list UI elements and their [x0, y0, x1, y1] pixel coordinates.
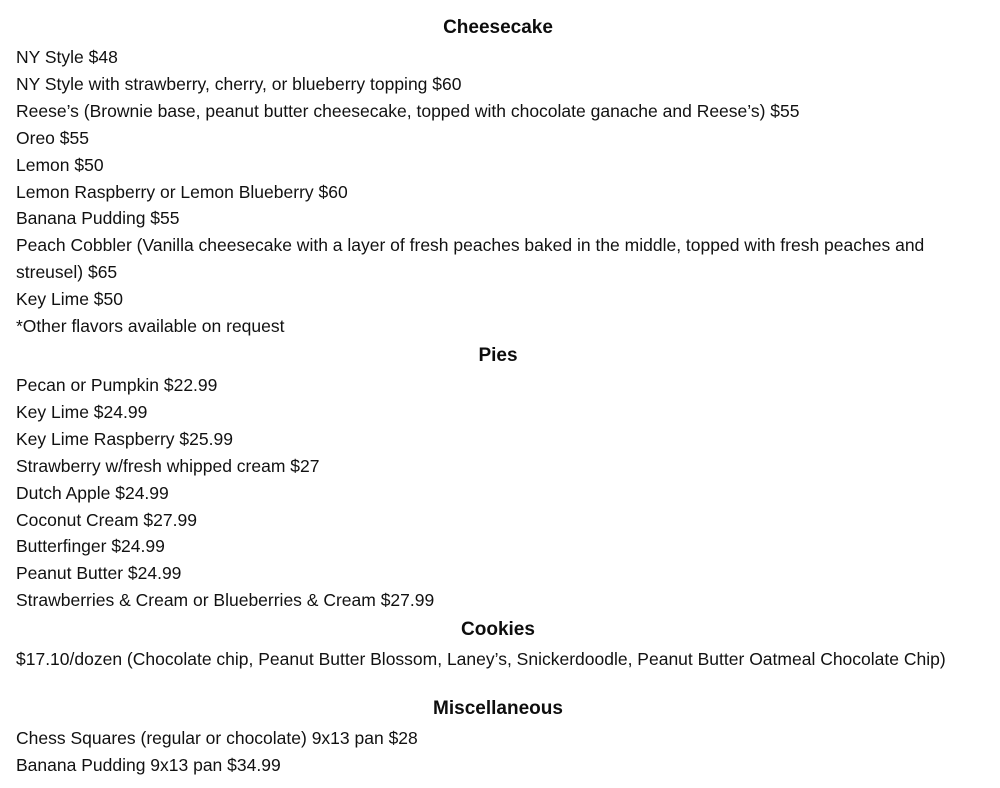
menu-item: Coconut Cream $27.99: [16, 509, 197, 530]
menu-item: NY Style $48: [16, 47, 118, 67]
menu-item: Peanut Butter $24.99: [16, 563, 182, 584]
menu-item-note: *Other flavors available on request: [16, 316, 285, 337]
menu-item: Strawberry w/fresh whipped cream $27: [16, 455, 320, 476]
section-heading-miscellaneous: Miscellaneous: [433, 698, 563, 720]
menu-item: Lemon $50: [16, 154, 104, 175]
section-heading-cheesecake: Cheesecake: [443, 17, 553, 38]
menu-item: Banana Pudding 9x13 pan $34.99: [16, 754, 281, 775]
menu-item: Pecan or Pumpkin $22.99: [16, 374, 218, 395]
menu-item: Key Lime $24.99: [16, 401, 148, 422]
blank-line-spacer: [16, 673, 980, 693]
menu-item: Key Lime $50: [16, 289, 124, 310]
section-heading-cookies: Cookies: [461, 619, 535, 641]
section-cookies: [16, 614, 980, 673]
menu-item: Reese’s (Brownie base, peanut butter cheesecake, topped with chocolate ganache and Reese’s) $55: [16, 100, 800, 121]
menu-item: NY Style with strawberry, cherry, or blueberry topping $60: [16, 73, 462, 94]
menu-item: Chess Squares (regular or chocolate) 9x13 pan $28: [16, 728, 418, 749]
menu-item: Oreo $55: [16, 127, 89, 148]
menu-item: Dutch Apple $24.99: [16, 482, 169, 503]
menu-item: Strawberries & Cream or Blueberries & Cream $27.99: [16, 590, 435, 611]
menu-item: Peach Cobbler (Vanilla cheesecake with a layer of fresh peaches baked in the middle, topped with fresh peaches and streusel) $65: [16, 235, 925, 283]
section-pies: [16, 340, 980, 614]
menu-item: $17.10/dozen (Chocolate chip, Peanut Butter Blossom, Laney’s, Snickerdoodle, Peanut Butter Oatmeal Chocolate Chip): [16, 649, 946, 670]
section-miscellaneous: [16, 693, 980, 779]
section-heading-pies: Pies: [478, 344, 518, 366]
menu-item: Banana Pudding $55: [16, 208, 180, 229]
menu-item: Butterfinger $24.99: [16, 536, 165, 557]
section-cheesecake: [16, 12, 980, 340]
menu-item: Lemon Raspberry or Lemon Blueberry $60: [16, 181, 348, 202]
menu-item: Key Lime Raspberry $25.99: [16, 428, 233, 449]
